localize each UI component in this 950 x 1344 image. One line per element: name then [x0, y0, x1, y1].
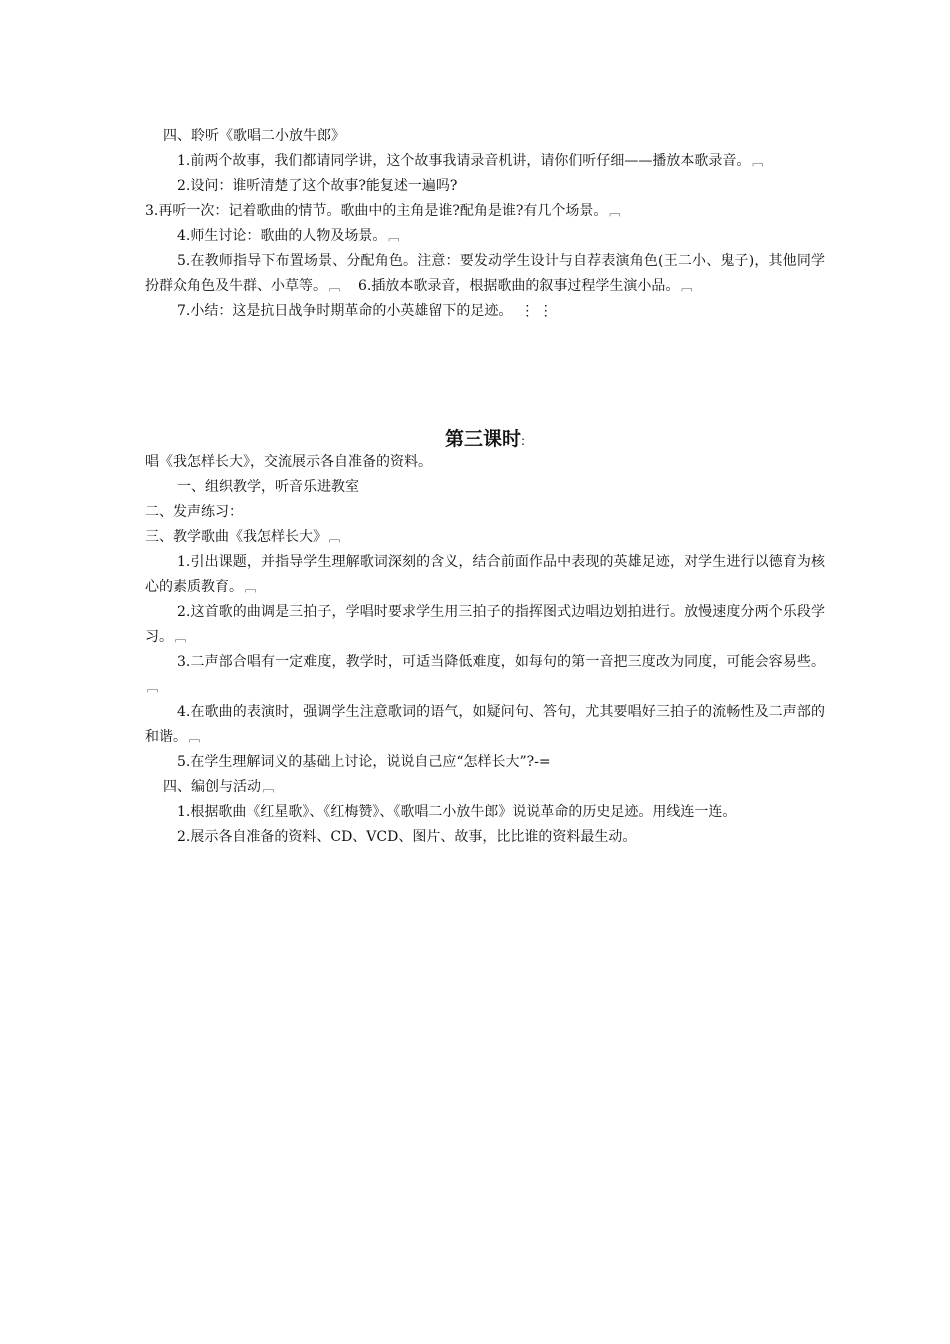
- lesson3-title: 第三课时:: [444, 428, 526, 450]
- section4-item-7: 7.小结：这是抗日战争时期革命的小英雄留下的足迹。 ⋮ ⋮: [177, 303, 553, 319]
- paragraph-mark: ﹇: [147, 681, 158, 694]
- lesson3-step2: 二、发声练习：: [145, 504, 243, 520]
- lesson3-step4-item-2: 2.展示各自准备的资料、CD、VCD、图片、故事，比比谁的资料最生动。: [177, 829, 637, 845]
- step5-mark: -=: [534, 754, 551, 770]
- lesson3-step1: 一、组织教学，听音乐进教室: [177, 479, 359, 495]
- section4-item-6: 6.插放本歌录音，根据歌曲的叙事过程学生演小品。: [358, 278, 680, 294]
- paragraph-mark: ﹇: [681, 280, 693, 293]
- section4-item-1: 1.前两个故事，我们都请同学讲，这个故事我请录音机讲，请你们听仔细——播放本歌录音。 ﹇: [145, 149, 825, 174]
- lesson3-step3-item-3: 3.二声部合唱有一定难度，教学时，可适当降低难度，如每句的第一音把三度改为同度，可能会容易些。﹇: [145, 650, 825, 700]
- ending-mark: ⋮ ⋮: [520, 303, 553, 319]
- section4-item-3: 3.再听一次：记着歌曲的情节。歌曲中的主角是谁?配角是谁?有几个场景。 ﹇: [145, 199, 825, 224]
- paragraph-mark: ﹇: [609, 205, 621, 218]
- paragraph-mark: ﹇: [329, 280, 340, 293]
- lesson3-step3: 三、教学歌曲《我怎样长大》 ﹇: [145, 525, 825, 550]
- lesson3-intro: 唱《我怎样长大》，交流展示各自准备的资料。: [145, 454, 432, 470]
- section4-item-2: 2.设问：谁听清楚了这个故事?能复述一遍吗?: [177, 178, 458, 194]
- lesson3-step4: 四、编创与活动 ﹇: [145, 775, 825, 800]
- section4-item-4: 4.师生讨论：歌曲的人物及场景。 ﹇: [145, 224, 825, 249]
- section4-item-5: 5.在教师指导下布置场景、分配角色。注意：要发动学生设计与自荐表演角色(王二小、鬼子)，其他同学扮群众角色及牛群、小草等。 ﹇ 6.插放本歌录音，根据歌曲的叙事过程学生演小品。 ﹇: [145, 249, 825, 299]
- lesson3-step3-item-2: 2.这首歌的曲调是三拍子，学唱时要求学生用三拍子的指挥图式边唱边划拍进行。放慢速度分两个乐段学习。 ﹇: [145, 600, 825, 650]
- paragraph-mark: ﹇: [752, 155, 764, 168]
- paragraph-mark: ﹇: [263, 781, 274, 794]
- lesson3-step4-item-1: 1.根据歌曲《红星歌》、《红梅赞》、《歌唱二小放牛郎》说说革命的历史足迹。用线连一连。: [177, 804, 737, 820]
- paragraph-mark: ﹇: [175, 631, 186, 644]
- lesson3-step3-item-5: 5.在学生理解词义的基础上讨论，说说自己应“怎样长大”?-=: [177, 754, 551, 770]
- section4: [145, 124, 825, 324]
- lesson3-step3-item-1: 1.引出课题，并指导学生理解歌词深刻的含义，结合前面作品中表现的英雄足迹，对学生进行以德育为核心的素质教育。 ﹇: [145, 550, 825, 600]
- paragraph-mark: ﹇: [329, 531, 340, 544]
- lesson3-step3-item-4: 4.在歌曲的表演时，强调学生注意歌词的语气，如疑问句、答句，尤其要唱好三拍子的流畅性及二声部的和谐。 ﹇: [145, 700, 825, 750]
- section4-heading: 四、聆听《歌唱二小放牛郎》: [163, 128, 345, 144]
- paragraph-mark: ﹇: [189, 731, 200, 744]
- paragraph-mark: ﹇: [245, 581, 256, 594]
- lesson3-body: [145, 450, 825, 850]
- paragraph-mark: ﹇: [388, 230, 400, 243]
